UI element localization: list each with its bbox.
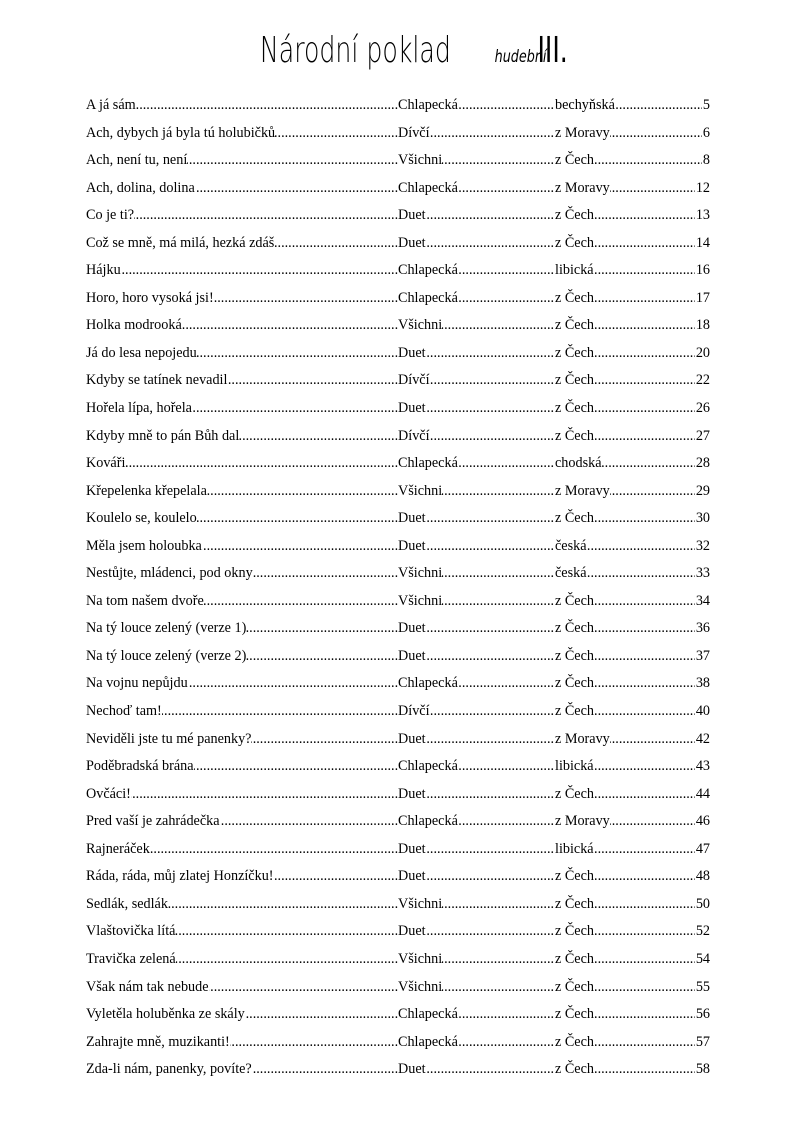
song-title-cell [86, 395, 398, 423]
page-number: 33 [695, 560, 710, 588]
toc-entry [86, 863, 710, 891]
song-origin: z Čech [555, 1061, 594, 1078]
song-title: Kdyby se tatínek nevadil [86, 372, 228, 389]
toc-entry [86, 367, 710, 395]
voice-cell [398, 615, 555, 643]
song-origin: z Čech [555, 978, 594, 995]
voice-type: Duet [398, 234, 426, 251]
origin-cell [555, 974, 710, 1002]
voice-type: Všichni [398, 978, 443, 995]
song-origin: libická [555, 758, 594, 775]
song-title-cell [86, 505, 398, 533]
page-number: 46 [695, 808, 710, 836]
page-number: 8 [702, 147, 710, 175]
song-title-cell [86, 423, 398, 451]
voice-type: Duet [398, 785, 426, 802]
song-title-cell [86, 836, 398, 864]
song-origin: z Čech [555, 675, 594, 692]
toc-entry [86, 560, 710, 588]
song-origin: z Čech [555, 152, 594, 169]
voice-type: Chlapecká [398, 97, 458, 113]
voice-type: Dívčí [398, 372, 430, 389]
song-origin: z Moravy [555, 482, 610, 499]
voice-cell [398, 891, 555, 919]
toc-entry [86, 285, 710, 313]
song-origin: z Čech [555, 647, 594, 664]
page-number: 20 [695, 340, 710, 368]
toc-entry [86, 147, 710, 175]
song-title: Pred vaší je zahrádečka [86, 813, 220, 830]
voice-cell [398, 395, 555, 423]
song-title: Nechoď tam! [86, 703, 162, 720]
voice-type: Duet [398, 1061, 426, 1078]
page-number: 44 [695, 781, 710, 809]
voice-type: Všichni [398, 895, 443, 912]
origin-cell [555, 92, 710, 120]
song-title-cell [86, 588, 398, 616]
song-title-cell [86, 781, 398, 809]
song-origin: z Čech [555, 234, 594, 251]
song-title-cell [86, 340, 398, 368]
voice-cell [398, 147, 555, 175]
page-number: 40 [695, 698, 710, 726]
song-title-cell [86, 202, 398, 230]
voice-type: Duet [398, 730, 426, 747]
toc-entry [86, 175, 710, 203]
origin-cell [555, 340, 710, 368]
voice-cell [398, 367, 555, 395]
page-number: 48 [695, 863, 710, 891]
song-origin: z Čech [555, 1006, 594, 1023]
song-title: Já do lesa nepojedu [86, 344, 197, 361]
voice-type: Dívčí [398, 124, 430, 141]
page-number: 50 [695, 891, 710, 919]
voice-type: Chlapecká [398, 262, 458, 279]
voice-cell [398, 230, 555, 258]
toc-entry [86, 505, 710, 533]
song-title-cell [86, 891, 398, 919]
page-number: 42 [695, 726, 710, 754]
song-title: Horo, horo vysoká jsi! [86, 289, 214, 306]
voice-cell [398, 450, 555, 478]
song-title: Vlaštovička lítá [86, 923, 176, 940]
toc-entry [86, 533, 710, 561]
song-title: Na tý louce zelený (verze 2) [86, 647, 247, 664]
page-number: 22 [695, 367, 710, 395]
origin-cell [555, 726, 710, 754]
toc-entry [86, 753, 710, 781]
voice-cell [398, 202, 555, 230]
toc-entry [86, 340, 710, 368]
song-title: Nestůjte, mládenci, pod okny [86, 565, 253, 582]
page-number: 36 [695, 615, 710, 643]
voice-type: Duet [398, 923, 426, 940]
page-title [0, 30, 794, 71]
voice-cell [398, 698, 555, 726]
voice-type: Chlapecká [398, 758, 458, 775]
voice-cell [398, 533, 555, 561]
page-number: 38 [695, 670, 710, 698]
song-title-cell [86, 670, 398, 698]
voice-type: Chlapecká [398, 675, 458, 692]
voice-cell [398, 974, 555, 1002]
song-title: Křepelenka křepelala [86, 482, 207, 499]
origin-cell [555, 230, 710, 258]
song-origin: z Čech [555, 923, 594, 940]
voice-type: Chlapecká [398, 1033, 458, 1050]
voice-type: Chlapecká [398, 289, 458, 306]
origin-cell [555, 505, 710, 533]
voice-type: Duet [398, 344, 426, 361]
origin-cell [555, 588, 710, 616]
song-title: Ráda, ráda, můj zlatej Honzíčku! [86, 868, 274, 885]
song-title-cell [86, 533, 398, 561]
song-origin: z Čech [555, 703, 594, 720]
voice-type: Všichni [398, 592, 443, 609]
voice-cell [398, 175, 555, 203]
voice-type: Duet [398, 400, 426, 417]
song-title: Travička zelená [86, 950, 176, 967]
voice-type: Dívčí [398, 427, 430, 444]
song-title: Co je ti? [86, 207, 135, 224]
voice-cell [398, 120, 555, 148]
voice-cell [398, 836, 555, 864]
page-number: 43 [695, 753, 710, 781]
toc-entry [86, 423, 710, 451]
song-origin: bechyňská [555, 97, 615, 113]
origin-cell [555, 175, 710, 203]
song-origin: z Čech [555, 372, 594, 389]
song-title: Poděbradská brána [86, 758, 194, 775]
toc-entry [86, 670, 710, 698]
page-number: 6 [702, 120, 710, 148]
song-title: Hořela lípa, hořela [86, 400, 192, 417]
song-title: Vyletěla holuběnka ze skály [86, 1006, 245, 1023]
song-title: Však nám tak nebude [86, 978, 209, 995]
toc-entry [86, 808, 710, 836]
origin-cell [555, 781, 710, 809]
toc-entry [86, 92, 710, 120]
voice-type: Chlapecká [398, 1006, 458, 1023]
page-number: 34 [695, 588, 710, 616]
origin-cell [555, 863, 710, 891]
origin-cell [555, 120, 710, 148]
song-title: Měla jsem holoubka [86, 537, 202, 554]
page-number: 47 [695, 836, 710, 864]
song-title: Ovčáci! [86, 785, 131, 802]
voice-type: Chlapecká [398, 179, 458, 196]
page-number: 17 [695, 285, 710, 313]
voice-type: Všichni [398, 482, 443, 499]
song-title-cell [86, 946, 398, 974]
song-origin: chodská [555, 455, 602, 472]
toc-entry [86, 478, 710, 506]
page-number: 37 [695, 643, 710, 671]
page-number: 57 [695, 1029, 710, 1057]
song-origin: česká [555, 565, 587, 582]
song-title: Rajneráček [86, 840, 150, 857]
song-origin: z Čech [555, 950, 594, 967]
song-origin: libická [555, 840, 594, 857]
voice-type: Všichni [398, 565, 443, 582]
song-title-cell [86, 643, 398, 671]
song-origin: libická [555, 262, 594, 279]
voice-cell [398, 478, 555, 506]
toc-entry [86, 891, 710, 919]
song-origin: česká [555, 537, 587, 554]
page-number: 30 [695, 505, 710, 533]
song-title-cell [86, 1056, 398, 1084]
origin-cell [555, 423, 710, 451]
voice-cell [398, 918, 555, 946]
voice-cell [398, 285, 555, 313]
song-title-cell [86, 120, 398, 148]
page-number: 28 [695, 450, 710, 478]
song-title-cell [86, 1029, 398, 1057]
voice-type: Chlapecká [398, 813, 458, 830]
title-subtitle: hudební [494, 47, 547, 67]
voice-cell [398, 312, 555, 340]
page-number: 32 [695, 533, 710, 561]
song-title: Sedlák, sedlák [86, 895, 168, 912]
origin-cell [555, 1029, 710, 1057]
toc-entry [86, 1001, 710, 1029]
toc-entry [86, 257, 710, 285]
voice-type: Duet [398, 620, 426, 637]
voice-cell [398, 946, 555, 974]
song-origin: z Čech [555, 289, 594, 306]
page-number: 13 [695, 202, 710, 230]
page-number: 12 [695, 175, 710, 203]
song-title-cell [86, 726, 398, 754]
song-origin: z Moravy [555, 179, 610, 196]
page-number: 58 [695, 1056, 710, 1084]
voice-type: Všichni [398, 950, 443, 967]
origin-cell [555, 670, 710, 698]
toc-entry [86, 450, 710, 478]
voice-type: Všichni [398, 152, 443, 169]
title-main: Národní poklad [260, 30, 452, 71]
page-number: 14 [695, 230, 710, 258]
song-origin: z Čech [555, 344, 594, 361]
toc-entry [86, 395, 710, 423]
song-origin: z Čech [555, 895, 594, 912]
origin-cell [555, 753, 710, 781]
voice-cell [398, 560, 555, 588]
origin-cell [555, 312, 710, 340]
origin-cell [555, 395, 710, 423]
song-title-cell [86, 1001, 398, 1029]
voice-cell [398, 340, 555, 368]
song-origin: z Čech [555, 317, 594, 334]
song-title: Ach, dybych já byla tú holubičků [86, 124, 276, 141]
table-of-contents [86, 92, 710, 1084]
origin-cell [555, 450, 710, 478]
toc-entry [86, 615, 710, 643]
page-number: 54 [695, 946, 710, 974]
page-number: 26 [695, 395, 710, 423]
voice-cell [398, 505, 555, 533]
toc-entry [86, 726, 710, 754]
page-number: 5 [702, 92, 710, 120]
song-origin: z Čech [555, 868, 594, 885]
song-title: Ach, není tu, není [86, 152, 188, 169]
toc-entry [86, 698, 710, 726]
song-title-cell [86, 230, 398, 258]
song-title-cell [86, 560, 398, 588]
voice-cell [398, 726, 555, 754]
toc-entry [86, 120, 710, 148]
song-origin: z Čech [555, 785, 594, 802]
song-title: Což se mně, má milá, hezká zdáš [86, 234, 275, 251]
origin-cell [555, 698, 710, 726]
page-number: 55 [695, 974, 710, 1002]
voice-cell [398, 588, 555, 616]
toc-entry [86, 836, 710, 864]
origin-cell [555, 257, 710, 285]
song-title: Na tý louce zelený (verze 1) [86, 620, 247, 637]
page-number: 52 [695, 918, 710, 946]
song-title-cell [86, 367, 398, 395]
song-origin: z Čech [555, 1033, 594, 1050]
voice-type: Duet [398, 840, 426, 857]
voice-cell [398, 643, 555, 671]
voice-type: Dívčí [398, 703, 430, 720]
origin-cell [555, 285, 710, 313]
voice-type: Chlapecká [398, 455, 458, 472]
toc-entry [86, 1056, 710, 1084]
song-title: Kováři [86, 455, 126, 472]
voice-cell [398, 423, 555, 451]
origin-cell [555, 1056, 710, 1084]
song-title: Kdyby mně to pán Bůh dal [86, 427, 240, 444]
toc-entry [86, 588, 710, 616]
page-number: 56 [695, 1001, 710, 1029]
origin-cell [555, 891, 710, 919]
song-title-cell [86, 698, 398, 726]
song-title: Na tom našem dvoře [86, 592, 204, 609]
origin-cell [555, 808, 710, 836]
title-volume: III. [537, 30, 569, 71]
song-origin: z Čech [555, 620, 594, 637]
voice-cell [398, 257, 555, 285]
voice-type: Duet [398, 868, 426, 885]
origin-cell [555, 478, 710, 506]
song-origin: z Čech [555, 510, 594, 527]
voice-cell [398, 753, 555, 781]
song-title-cell [86, 615, 398, 643]
song-title: Zda-li nám, panenky, povíte? [86, 1061, 252, 1078]
song-title-cell [86, 808, 398, 836]
toc-entry [86, 312, 710, 340]
toc-entry [86, 1029, 710, 1057]
origin-cell [555, 147, 710, 175]
song-title-cell [86, 92, 398, 120]
song-title-cell [86, 312, 398, 340]
toc-entry [86, 918, 710, 946]
song-title-cell [86, 863, 398, 891]
song-title-cell [86, 257, 398, 285]
song-origin: z Moravy [555, 730, 610, 747]
voice-cell [398, 1029, 555, 1057]
voice-cell [398, 863, 555, 891]
origin-cell [555, 367, 710, 395]
song-title: Neviděli jste tu mé panenky? [86, 730, 252, 747]
origin-cell [555, 1001, 710, 1029]
page-number: 18 [695, 312, 710, 340]
song-origin: z Čech [555, 427, 594, 444]
voice-type: Všichni [398, 317, 443, 334]
origin-cell [555, 946, 710, 974]
song-title: Koulelo se, koulelo [86, 510, 197, 527]
origin-cell [555, 533, 710, 561]
origin-cell [555, 202, 710, 230]
origin-cell [555, 836, 710, 864]
voice-type: Duet [398, 207, 426, 224]
song-origin: z Čech [555, 400, 594, 417]
voice-type: Duet [398, 647, 426, 664]
toc-entry [86, 974, 710, 1002]
toc-entry [86, 230, 710, 258]
voice-type: Duet [398, 537, 426, 554]
song-origin: z Čech [555, 207, 594, 224]
voice-cell [398, 781, 555, 809]
toc-entry [86, 946, 710, 974]
origin-cell [555, 615, 710, 643]
song-title-cell [86, 147, 398, 175]
song-title: Ach, dolina, dolina [86, 179, 195, 196]
voice-cell [398, 670, 555, 698]
song-title: Hájku [86, 262, 121, 279]
song-title-cell [86, 285, 398, 313]
origin-cell [555, 560, 710, 588]
origin-cell [555, 918, 710, 946]
song-title: Na vojnu nepůjdu [86, 675, 188, 692]
song-title-cell [86, 974, 398, 1002]
song-title: A já sám [86, 97, 136, 113]
voice-type: Duet [398, 510, 426, 527]
origin-cell [555, 643, 710, 671]
page-number: 29 [695, 478, 710, 506]
page-number: 16 [695, 257, 710, 285]
song-title: Zahrajte mně, muzikanti! [86, 1033, 230, 1050]
toc-entry [86, 202, 710, 230]
song-title-cell [86, 175, 398, 203]
song-title: Holka modrooká [86, 317, 182, 334]
voice-cell [398, 1056, 555, 1084]
voice-cell [398, 92, 555, 120]
toc-entry [86, 643, 710, 671]
song-title-cell [86, 478, 398, 506]
song-title-cell [86, 918, 398, 946]
toc-entry [86, 781, 710, 809]
song-origin: z Moravy [555, 813, 610, 830]
voice-cell [398, 1001, 555, 1029]
song-title-cell [86, 450, 398, 478]
song-origin: z Čech [555, 592, 594, 609]
song-origin: z Moravy [555, 124, 610, 141]
page-number: 27 [695, 423, 710, 451]
song-title-cell [86, 753, 398, 781]
voice-cell [398, 808, 555, 836]
